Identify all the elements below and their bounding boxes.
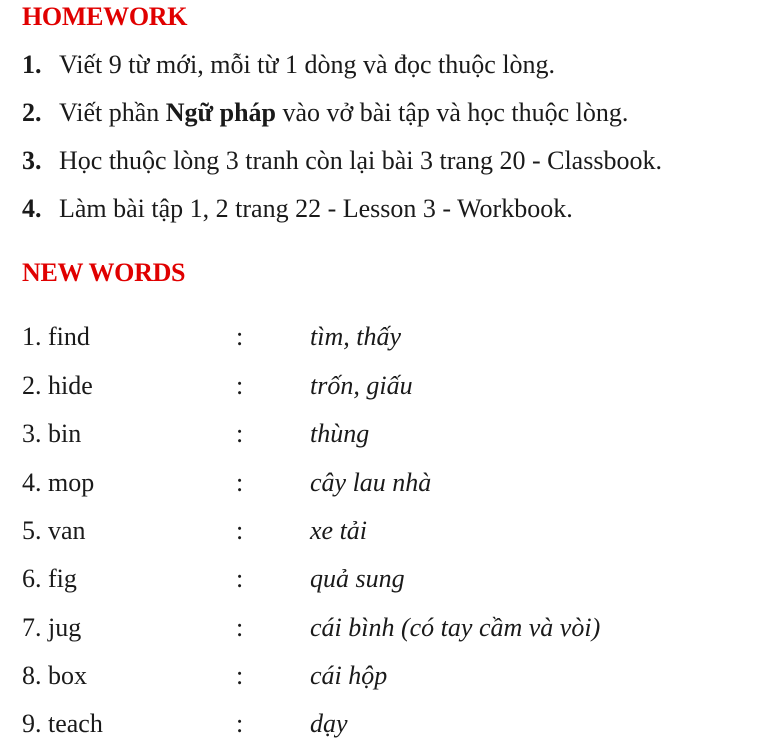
word-term: 7. jug: [22, 613, 82, 642]
homework-item-text: Học thuộc lòng 3 tranh còn lại bài 3 trang 20 - Classbook.: [59, 146, 662, 175]
homework-item-number: 1.: [22, 50, 42, 79]
word-separator: :: [236, 516, 244, 545]
word-separator: :: [236, 419, 244, 448]
word-term: 8. box: [22, 661, 87, 690]
word-row-7: [0, 613, 774, 647]
homework-item-text-end: vào vở bài tập và học thuộc lòng.: [276, 98, 629, 127]
word-separator: :: [236, 371, 244, 400]
word-row-5: [0, 516, 774, 550]
word-separator: :: [236, 564, 244, 593]
word-separator: :: [236, 322, 244, 351]
homework-item-3: [22, 146, 662, 176]
word-meaning: quả sung: [310, 564, 405, 593]
word-term: 4. mop: [22, 468, 95, 497]
word-meaning: tìm, thấy: [310, 322, 401, 351]
word-term: 9. teach: [22, 709, 103, 738]
word-meaning: cái bình (có tay cầm và vòi): [310, 613, 601, 642]
word-meaning: dạy: [310, 709, 348, 738]
word-term: 1. find: [22, 322, 90, 351]
word-row-6: [0, 564, 774, 598]
word-term: 3. bin: [22, 419, 82, 448]
homework-item-number: 4.: [22, 194, 42, 223]
word-meaning: xe tải: [310, 516, 368, 545]
homework-item-text: Làm bài tập 1, 2 trang 22 - Lesson 3 - Workbook.: [59, 194, 573, 223]
homework-heading: HOMEWORK: [22, 2, 188, 31]
new-words-heading: NEW WORDS: [22, 258, 186, 287]
word-separator: :: [236, 661, 244, 690]
word-term: 5. van: [22, 516, 86, 545]
word-row-3: [0, 419, 774, 453]
homework-item-text: Viết 9 từ mới, mỗi từ 1 dòng và đọc thuộc lòng.: [59, 50, 556, 79]
word-row-4: [0, 468, 774, 502]
word-row-1: [0, 322, 774, 356]
homework-item-number: 2.: [22, 98, 42, 127]
word-separator: :: [236, 468, 244, 497]
word-meaning: cái hộp: [310, 661, 388, 690]
word-separator: :: [236, 709, 244, 738]
word-row-2: [0, 371, 774, 405]
word-meaning: thùng: [310, 419, 370, 448]
word-separator: :: [236, 613, 244, 642]
homework-item-1: [22, 50, 555, 80]
homework-item-4: [22, 194, 573, 224]
word-row-9: [0, 709, 774, 743]
homework-item-2: [22, 98, 628, 128]
word-term: 6. fig: [22, 564, 77, 593]
word-meaning: cây lau nhà: [310, 468, 432, 497]
word-row-8: [0, 661, 774, 695]
homework-item-number: 3.: [22, 146, 42, 175]
word-meaning: trốn, giấu: [310, 371, 413, 400]
homework-item-text: Viết phần: [59, 98, 166, 127]
word-term: 2. hide: [22, 371, 93, 400]
homework-item-bold-text: Ngữ pháp: [165, 98, 277, 127]
